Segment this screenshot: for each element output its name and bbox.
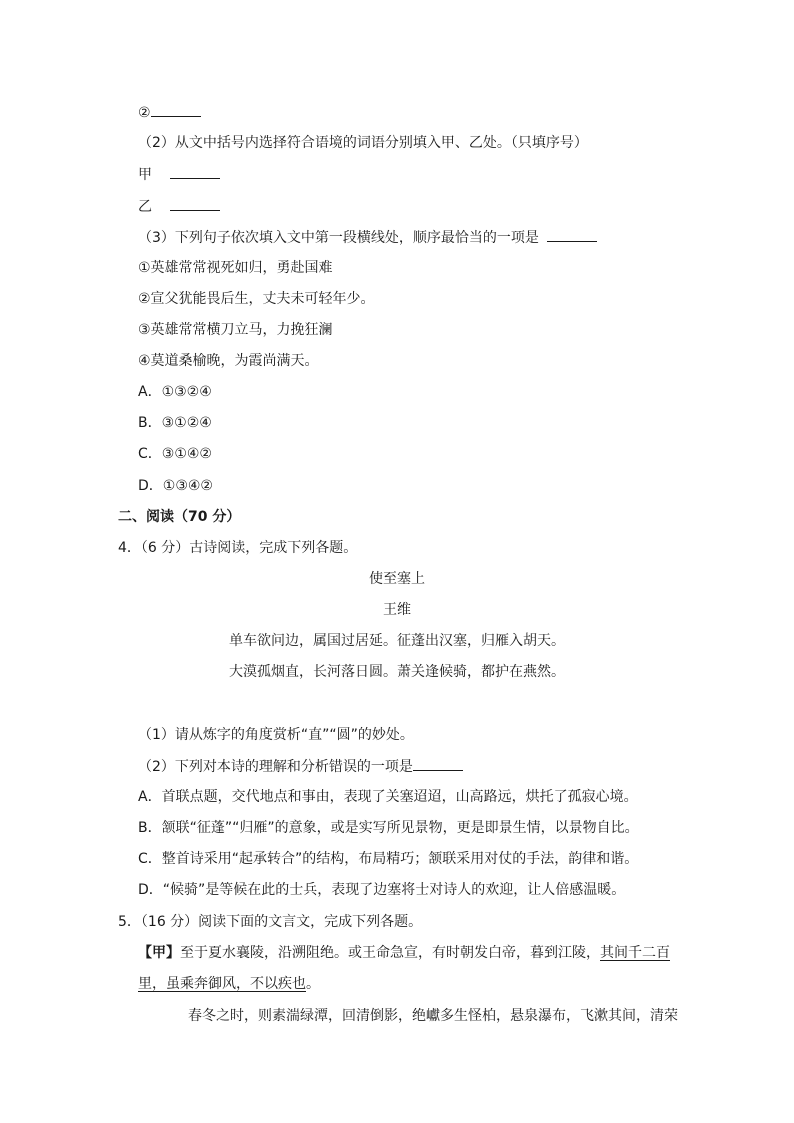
underlined-text: 其间千二百: [600, 945, 670, 961]
question-text: （1）请从炼字的角度赏析“直”“圆”的妙处。: [138, 727, 414, 743]
answer-blank[interactable]: [413, 756, 463, 771]
passage-line: [138, 943, 670, 963]
option-d[interactable]: D．“候骑”是等候在此的士兵，表现了边塞将士对诗人的欢迎，让人倍感温暖。: [138, 882, 626, 898]
poem-line: 大漠孤烟直，长河落日圆。萧关逢候骑，都护在燕然。: [229, 664, 565, 680]
list-item: ④莫道桑榆晚，为霞尚满天。: [138, 353, 319, 369]
option-d[interactable]: D．①③④②: [138, 478, 213, 494]
underlined-text: 里，虽乘奔御风，不以疾也: [138, 976, 306, 992]
answer-blank[interactable]: [151, 102, 201, 117]
option-a[interactable]: A．首联点题，交代地点和事由，表现了关塞迢迢，山高路远，烘托了孤寂心境。: [138, 789, 638, 805]
list-item: ①英雄常常视死如归，勇赴国难: [138, 260, 333, 276]
jia-label: 甲: [138, 167, 152, 183]
yi-label: 乙: [138, 199, 152, 215]
answer-blank[interactable]: [547, 227, 597, 242]
answer-blank[interactable]: [170, 164, 220, 179]
question-text: [138, 227, 597, 248]
passage-line: 春冬之时，则素湍绿潭，回清倒影，绝巘多生怪柏，悬泉瀑布，飞漱其间，清荣: [188, 1008, 678, 1024]
list-item: ③英雄常常横刀立马，力挽狂澜: [138, 322, 333, 338]
passage-text: 至于夏水襄陵，沿溯阻绝。或王命急宣，有时朝发白帝，暮到江陵，: [180, 945, 600, 961]
option-c[interactable]: C．整首诗采用“起承转合”的结构，布局精巧；颔联采用对仗的手法，韵律和谐。: [138, 851, 639, 867]
question-text: （2）从文中括号内选择符合语境的词语分别填入甲、乙处。（只填序号）: [138, 135, 588, 151]
poem-line: 单车欲问边，属国过居延。征蓬出汉塞，归雁入胡天。: [229, 633, 565, 649]
list-item: [138, 102, 201, 123]
list-item: [138, 196, 220, 217]
option-b[interactable]: B．颔联“征蓬”“归雁”的意象，或是实写所见景物，更是即景生情，以景物自比。: [138, 820, 639, 836]
option-b[interactable]: B．③①②④: [138, 415, 212, 431]
section-heading: 二、阅读（70 分）: [118, 509, 241, 525]
poem-title: 使至塞上: [369, 571, 425, 587]
answer-blank[interactable]: [170, 196, 220, 211]
question-stem: 5．（16 分）阅读下面的文言文，完成下列各题。: [118, 914, 423, 930]
question-stem: 4．（6 分）古诗阅读，完成下列各题。: [118, 540, 358, 556]
list-item: ②宣父犹能畏后生，丈夫未可轻年少。: [138, 291, 375, 307]
item-marker: ②: [138, 105, 151, 121]
passage-line: [138, 974, 320, 994]
option-a[interactable]: A．①③②④: [138, 384, 212, 400]
question-stem: （3）下列句子依次填入文中第一段横线处，顺序最恰当的一项是: [138, 230, 539, 246]
passage-tag: 【甲】: [138, 945, 180, 961]
list-item: [138, 164, 220, 185]
question-stem: （2）下列对本诗的理解和分析错误的一项是: [138, 759, 413, 775]
question-text: [138, 756, 463, 777]
passage-text: 。: [306, 976, 320, 992]
option-c[interactable]: C．③①④②: [138, 446, 212, 462]
poem-author: 王维: [383, 602, 411, 618]
